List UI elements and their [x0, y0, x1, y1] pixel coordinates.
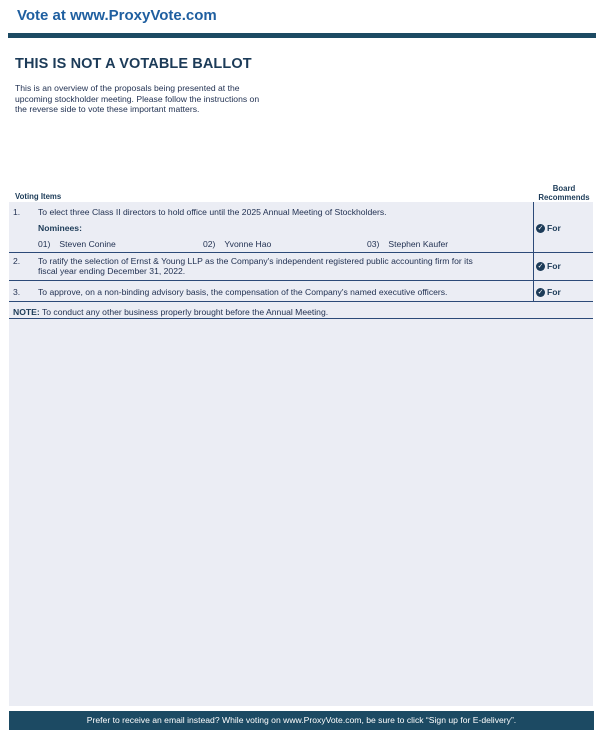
row-divider — [9, 280, 593, 281]
note-label: NOTE: — [13, 307, 40, 317]
item-text-line: To ratify the selection of Ernst & Young LLP as the Company's independent registered public accounting firm for its — [38, 256, 473, 266]
board-header-line: Recommends — [538, 193, 590, 202]
item-number: 2. — [13, 256, 21, 266]
item-number: 3. — [13, 287, 21, 297]
check-icon: ✓ — [537, 224, 544, 232]
board-recommends-header — [531, 184, 597, 202]
intro-line: the reverse side to vote these important matters. — [15, 104, 200, 115]
intro-text — [15, 83, 315, 115]
nominee — [203, 239, 271, 249]
note-text: To conduct any other business properly brought before the Annual Meeting. — [41, 307, 329, 317]
nominee-name: Steven Conine — [59, 239, 116, 249]
row-divider — [9, 252, 593, 253]
footer-banner: Prefer to receive an email instead? While voting on www.ProxyVote.com, be sure to click “Sign up for E-delivery”. — [9, 711, 594, 730]
note — [13, 307, 328, 317]
recommendation-label: For — [547, 261, 561, 271]
recommendation — [536, 261, 561, 271]
row-divider — [9, 318, 593, 319]
ballot-title: THIS IS NOT A VOTABLE BALLOT — [15, 56, 252, 72]
nominee-name: Stephen Kaufer — [388, 239, 449, 249]
nominee — [38, 239, 116, 249]
nominee-number: 02) — [203, 239, 216, 249]
item-number: 1. — [13, 207, 21, 217]
nominees-label: Nominees: — [38, 223, 82, 233]
recommendation-label: For — [547, 287, 561, 297]
header-title: Vote at www.ProxyVote.com — [17, 7, 217, 24]
voting-items-panel — [9, 202, 593, 706]
recommendation-label: For — [547, 223, 561, 233]
recommendation — [536, 223, 561, 233]
intro-line: upcoming stockholder meeting. Please follow the instructions on — [15, 93, 260, 104]
item-text: To approve, on a non-binding advisory basis, the compensation of the Company's named executive officers. — [38, 287, 448, 297]
nominee-name: Yvonne Hao — [224, 239, 272, 249]
row-divider — [9, 301, 593, 302]
board-header-line: Board — [552, 184, 576, 193]
item-text-line: fiscal year ending December 31, 2022. — [38, 266, 186, 276]
nominee-number: 01) — [38, 239, 51, 249]
nominee-number: 03) — [367, 239, 380, 249]
recommendation — [536, 287, 561, 297]
voting-items-header: Voting Items — [15, 192, 62, 201]
header-rule — [8, 33, 596, 38]
item-text: To elect three Class II directors to hold office until the 2025 Annual Meeting of Stockholders. — [38, 207, 387, 217]
check-icon: ✓ — [537, 262, 544, 270]
item-text — [38, 256, 473, 276]
check-icon: ✓ — [537, 288, 544, 296]
intro-line: This is an overview of the proposals being presented at the — [15, 83, 240, 93]
nominee — [367, 239, 448, 249]
